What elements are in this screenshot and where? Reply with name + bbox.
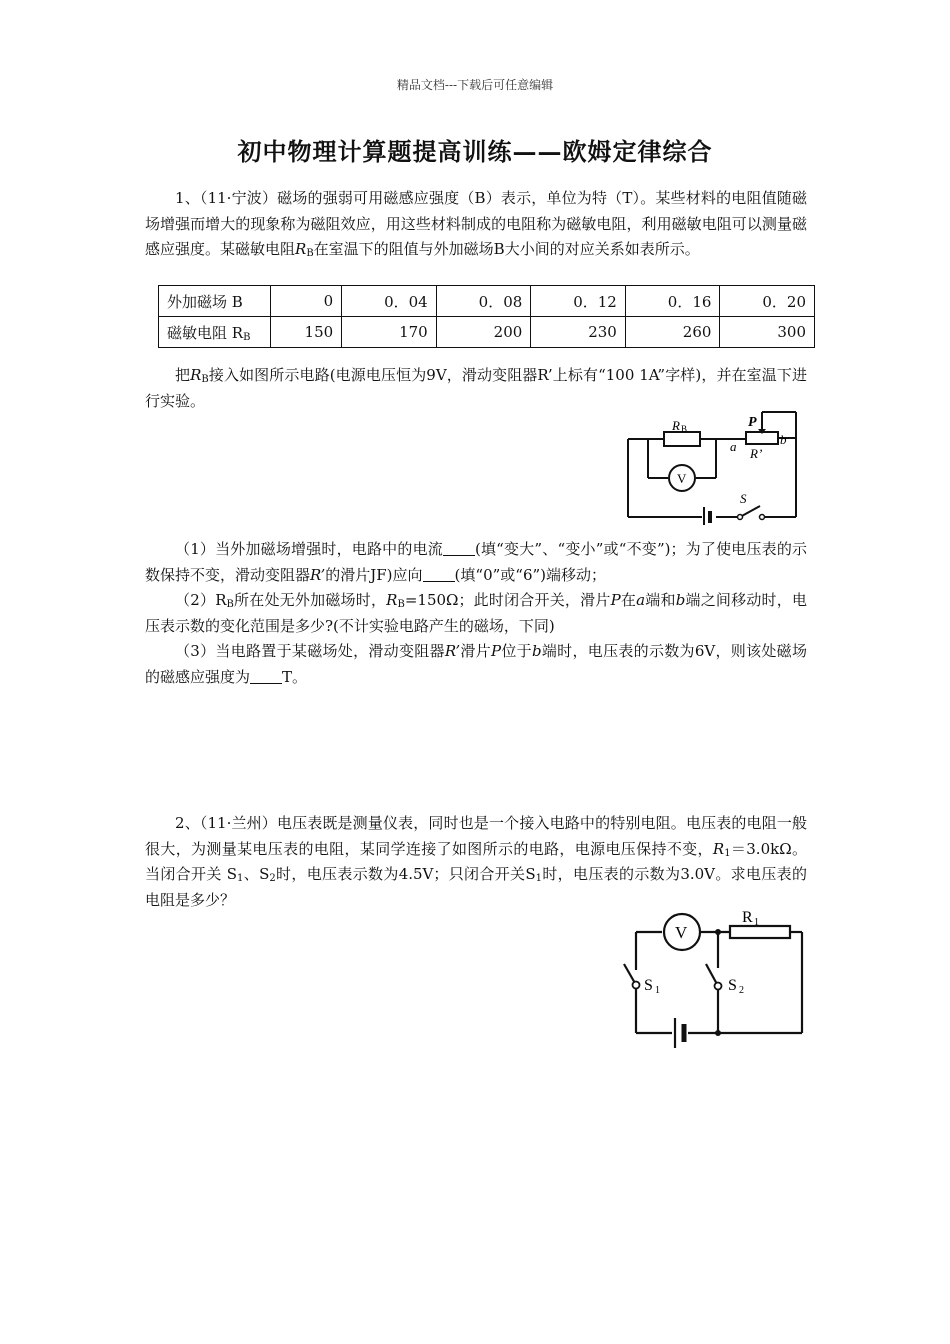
answer-blank[interactable] — [250, 671, 282, 684]
label-r1-sub: 1 — [754, 917, 759, 928]
table-row — [159, 286, 815, 317]
row-label-resistance: 磁敏电阻 $R_B$ — [159, 317, 271, 348]
table-cell: 0．16 — [625, 286, 720, 317]
table-cell: 0 — [271, 286, 342, 317]
voltmeter-label: V — [675, 923, 688, 942]
table-row — [159, 317, 815, 348]
table-cell: 0．12 — [531, 286, 626, 317]
table-cell: 0．20 — [720, 286, 815, 317]
label-b: b — [780, 432, 787, 447]
table-cell: 300 — [720, 317, 815, 348]
table-cell: 170 — [342, 317, 437, 348]
table-cell: 200 — [436, 317, 531, 348]
label-r1: R — [742, 910, 753, 926]
answer-blank[interactable] — [423, 569, 455, 582]
q1-part-2: $(2)R_B$所在处无外加磁场时，$R_B=150\Omega$；此时闭合开关，滑片P在a端和b端之间移动时，电压表示数的变化范围是多少?(不计实验电路产生的磁场，下同) — [145, 591, 807, 635]
q1-intro: 1、（11·宁波）磁场的强弱可用磁感应强度（B）表示，单位为特（T）。某些材料的电阻值随磁场增强而增大的现象称为磁阻效应，用这些材料制成的电阻称为磁敏电阻，利用磁敏电阻可以测量磁感应强度。某磁敏电阻$R_B$在室温下的阻值与外加磁场B大小间的对应关系如表所示。 — [145, 189, 807, 259]
label-s2-sub: 2 — [739, 985, 744, 996]
table-cell: 260 — [625, 317, 720, 348]
label-r-prime: R’ — [750, 446, 763, 461]
label-s1: S — [644, 977, 653, 994]
label-a: a — [730, 439, 737, 454]
circuit-diagram-1 — [620, 410, 802, 525]
page-header: 精品文档---下载后可任意编辑 — [396, 78, 554, 92]
label-switch-s: S — [740, 491, 747, 506]
label-s1-sub: 1 — [655, 985, 660, 996]
q1-setup: 把$R_B$接入如图所示电路(电源电压恒为9V，滑动变阻器R’上标有“100 1A”字样)，并在室温下进行实验。 — [145, 366, 807, 410]
page-title: 初中物理计算题提高训练——欧姆定律综合 — [237, 137, 713, 166]
q1-part-3: （3）当电路置于某磁场处，滑动变阻器R’滑片P位于b端时，电压表的示数为6V，则该处磁场的磁感应强度为 T。 — [145, 642, 807, 686]
label-rb: R — [672, 418, 680, 433]
table-cell: 0．08 — [436, 286, 531, 317]
circuit-diagram-2 — [612, 910, 807, 1050]
q2-text: 2、（11·兰州）电压表既是测量仪表，同时也是一个接入电路中的特别电阻。电压表的电阻一般很大，为测量某电压表的电阻，某同学连接了如图所示的电路，电源电压保持不变，$R_1=3.0k\Omega$。当闭合开关 $S_1$、$S_2$时，电压表示数为4.5V；只闭合开关$S_1$时，电压表的示数为3.0V。求电压表的电阻是多少？ — [145, 814, 807, 909]
answer-blank[interactable] — [443, 543, 475, 556]
table-cell: 0．04 — [342, 286, 437, 317]
q1-part-1: （1）当外加磁场增强时，电路中的电流 (填“变大”、“变小”或“不变”)；为了使电压表的示数保持不变，滑动变阻器R’的滑片JF)应向 (填“0”或“6”)端移动； — [145, 540, 808, 584]
row-label-field-b: 外加磁场 B — [159, 286, 271, 317]
label-s2: S — [728, 977, 737, 994]
label-rb-sub: B — [681, 424, 688, 434]
table-cell: 150 — [271, 317, 342, 348]
voltmeter-label: V — [677, 471, 687, 486]
label-p: P — [748, 415, 757, 430]
q1-subquestions — [145, 537, 807, 690]
magnetic-resistance-table — [158, 285, 815, 348]
table-cell: 230 — [531, 317, 626, 348]
